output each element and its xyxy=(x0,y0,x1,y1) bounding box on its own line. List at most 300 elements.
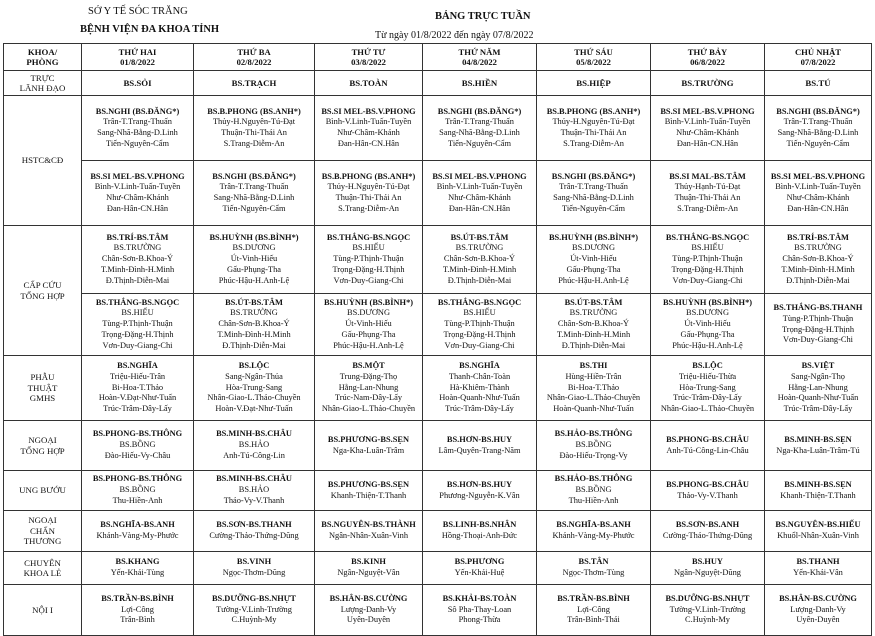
shift-cell xyxy=(315,511,423,552)
staff-line: BS.HIẾU xyxy=(463,308,496,318)
doctor-line: BS.PHƯƠNG xyxy=(454,557,505,567)
doctor-line: BS.MINH-BS.SẸN xyxy=(784,479,852,489)
shift-cell xyxy=(537,226,651,294)
staff-line: Phúc-Hậu-H.Anh-Lệ xyxy=(218,275,290,285)
shift-cell xyxy=(194,585,315,636)
leader-cell xyxy=(765,71,872,96)
table-row xyxy=(4,356,872,421)
staff-line: Vơn-Duy-Giang-Chi xyxy=(672,275,743,285)
staff-line: Nhân-Giao-L.Thảo-Chuyền xyxy=(321,404,416,414)
doctor-line: BS.PHƯƠNG-BS.SẸN xyxy=(327,479,410,489)
date-range: Từ ngày 01/8/2022 đến ngày 07/8/2022 xyxy=(375,30,534,41)
dept-cell: NGOẠI TỔNG HỢP xyxy=(4,421,82,471)
staff-line: Bình-V.Linh-Tuấn-Tuyền xyxy=(436,182,523,192)
shift-cell xyxy=(194,226,315,294)
staff-line: Chân-Sơn-B.Khoa-Ý xyxy=(557,319,630,329)
shift-cell xyxy=(423,471,537,511)
doctor-line: BS.NGHI (BS.ĐĂNG*) xyxy=(776,106,860,116)
shift-cell xyxy=(423,226,537,294)
day-date: 06/8/2022 xyxy=(690,57,725,67)
staff-line: Lợi-Công xyxy=(121,604,154,614)
staff-line: Tiến-Nguyên-Cẩm xyxy=(562,203,625,213)
leader-cell xyxy=(82,71,194,96)
staff-line: Ngân-Nhân-Xuân-Vinh xyxy=(328,531,409,540)
shift-cell xyxy=(315,552,423,585)
doctor-line: BS.SI MAL-BS.TÂM xyxy=(669,171,746,181)
day-name: THỨ NĂM xyxy=(458,47,501,57)
shift-cell xyxy=(315,585,423,636)
doctor-line: BS.NGHĨA xyxy=(459,361,500,371)
doctor-line: BS.KHẢI-BS.TOÀN xyxy=(442,593,517,603)
staff-line: Trung-Đặng-Thọ xyxy=(339,371,398,381)
staff-line: Hùng-Hiền-Trân xyxy=(565,371,622,381)
shift-cell xyxy=(194,552,315,585)
staff-line: Cường-Thảo-Thứng-Dũng xyxy=(662,531,753,540)
doctor-line: BS.SI MEL-BS.V.PHONG xyxy=(321,106,416,116)
doctor-line: BS.ÚT-BS.TÂM xyxy=(225,297,283,307)
shift-cell xyxy=(82,96,194,161)
staff-line: Tường-V.Linh-Trường xyxy=(216,604,292,614)
shift-cell xyxy=(315,161,423,226)
day-date: 01/8/2022 xyxy=(120,57,155,67)
day-date: 04/8/2022 xyxy=(462,57,497,67)
staff-line: Ngọc-Thơm-Tùng xyxy=(562,568,625,577)
dept-cell: HSTC&CĐ xyxy=(4,96,82,226)
staff-line: Hoàn-Quanh-Như-Tuấn xyxy=(777,393,859,403)
staff-line: Cường-Thảo-Thứng-Dũng xyxy=(209,531,299,540)
staff-line: Tùng-P.Thịnh-Thuận xyxy=(782,313,854,323)
doctor-line: BS.THẮNG-BS.NGỌC xyxy=(665,232,750,242)
staff-line: Bình-V.Linh-Tuấn-Tuyền xyxy=(94,182,181,192)
table-row xyxy=(4,552,872,585)
staff-line: Đ.Thịnh-Diễn-Mai xyxy=(447,275,512,285)
staff-line: Đan-Hân-CN.Hân xyxy=(448,203,511,213)
staff-line: BS.BỒNG xyxy=(119,485,156,495)
doctor-line: BS.PHONG-BS.THÔNG xyxy=(92,474,183,484)
shift-cell xyxy=(194,356,315,421)
shift-cell xyxy=(651,356,765,421)
staff-line: BS.BỒNG xyxy=(575,440,612,450)
shift-cell xyxy=(537,511,651,552)
doctor-line: BS.THẮNG-BS.NGỌC xyxy=(437,297,522,307)
staff-line: Thuận-Thi-Thái An xyxy=(221,128,287,137)
shift-cell xyxy=(651,471,765,511)
shift-cell xyxy=(765,356,872,421)
staff-line: BS.HẢO xyxy=(238,440,270,450)
staff-line: Anh-Tú-Công-Lin xyxy=(223,450,285,460)
day-name: THỨ BA xyxy=(237,47,271,57)
staff-line: Trúc-Trâm-Dây-Lấy xyxy=(445,404,514,414)
doctor-line: BS.TRẦN-BS.BÌNH xyxy=(557,593,630,603)
day-column-header xyxy=(423,44,537,71)
doctor-line: BS.VIỆT xyxy=(801,361,835,371)
table-row xyxy=(4,71,872,96)
staff-line: Yến-Khải-Tùng xyxy=(110,568,165,577)
staff-line: Chân-Sơn-B.Khoa-Ý xyxy=(443,254,516,264)
shift-cell xyxy=(537,356,651,421)
staff-line: T.Minh-Đình-H.Minh xyxy=(556,329,631,339)
day-date: 07/8/2022 xyxy=(800,57,836,67)
shift-cell xyxy=(423,421,537,471)
staff-line: Sang-Nhã-Bằng-D.Linh xyxy=(553,193,634,202)
doctor-line: BS.THẮNG-BS.NGỌC xyxy=(326,232,411,242)
staff-line: Lượng-Danh-Vy xyxy=(790,604,846,614)
staff-line: Thu-Hiền-Anh xyxy=(568,495,619,505)
doctor-line: BS.NGHI (BS.ĐĂNG*) xyxy=(212,171,296,181)
staff-line: Hằng-Lan-Nhung xyxy=(338,382,399,392)
shift-cell xyxy=(82,511,194,552)
staff-line: Gấu-Phụng-Tha xyxy=(566,264,621,274)
doctor-line: BS.MỘT xyxy=(352,361,385,371)
duty-roster-table xyxy=(3,43,872,636)
staff-line: Trọng-Đặng-H.Thịnh xyxy=(332,264,405,274)
staff-line: Ngân-Nguyệt-Vân xyxy=(337,568,400,577)
shift-cell xyxy=(423,96,537,161)
staff-line: Trân-T.Trang-Thuấn xyxy=(445,117,514,127)
doctor-line: BS.TRƯỜNG xyxy=(681,77,734,88)
shift-cell xyxy=(194,511,315,552)
shift-cell xyxy=(651,96,765,161)
shift-cell xyxy=(651,511,765,552)
staff-line: Như-Châm-Khánh xyxy=(106,193,169,202)
staff-line: Như-Châm-Khánh xyxy=(448,193,511,202)
staff-line: BS.DƯƠNG xyxy=(685,308,730,318)
shift-cell xyxy=(537,552,651,585)
staff-line: Như-Châm-Khánh xyxy=(337,128,400,137)
staff-line: Tiến-Nguyên-Cẩm xyxy=(786,138,850,148)
staff-line: Trân-T.Trang-Thuấn xyxy=(783,117,853,127)
staff-line: BS.HIẾU xyxy=(121,308,154,318)
doctor-line: BS.TRẦN-BS.BÌNH xyxy=(101,593,174,603)
shift-cell xyxy=(82,226,194,294)
doctor-line: BS.SI MEL-BS.V.PHONG xyxy=(432,171,527,181)
dept-cell: NGOẠI CHẤN THƯƠNG xyxy=(4,511,82,552)
staff-line: Bình-V.Linh-Tuấn-Tuyền xyxy=(664,117,751,127)
doctor-line: BS.HIỆP xyxy=(576,77,611,88)
shift-cell xyxy=(82,585,194,636)
doctor-line: BS.HUỲNH (BS.BÌNH*) xyxy=(548,232,639,242)
staff-line: Đ.Thịnh-Diễn-Mai xyxy=(222,340,286,350)
shift-cell xyxy=(765,96,872,161)
shift-cell xyxy=(315,421,423,471)
staff-line: Đan-Hân-CN.Hân xyxy=(676,138,739,148)
staff-line: Như-Châm-Khánh xyxy=(786,193,850,202)
doctor-line: BS.HUY xyxy=(692,557,723,567)
staff-line: Thuận-Thi-Thái An xyxy=(335,193,402,202)
day-column-header xyxy=(651,44,765,71)
page-title: BẢNG TRỰC TUẦN xyxy=(435,11,531,22)
staff-line: Đan-Hân-CN.Hân xyxy=(106,203,169,213)
staff-line: Phong-Thừa xyxy=(458,615,501,625)
staff-line: T.Minh-Đình-H.Minh xyxy=(781,264,855,274)
staff-line: Đan-Hân-CN.Hân xyxy=(337,138,400,148)
table-row xyxy=(4,511,872,552)
shift-cell xyxy=(651,226,765,294)
table-row xyxy=(4,421,872,471)
doctor-line: BS.SI MEL-BS.V.PHONG xyxy=(770,171,866,181)
doctor-line: BS.SI MEL-BS.V.PHONG xyxy=(660,106,755,116)
staff-line: Út-Vinh-Hiếu xyxy=(230,254,278,264)
shift-cell xyxy=(423,294,537,356)
shift-cell xyxy=(765,161,872,226)
doctor-line: BS.NGUYÊN-BS.HIẾU xyxy=(775,520,861,530)
day-name: THỨ HAI xyxy=(118,47,157,57)
staff-line: Trúc-Trâm-Dây-Lấy xyxy=(783,404,853,414)
staff-line: Hoàn-V.Đạt-Như-Tuấn xyxy=(98,393,177,403)
org-line-2: BỆNH VIỆN ĐA KHOA TỈNH xyxy=(80,24,220,35)
table-row xyxy=(4,226,872,294)
staff-line: Chân-Sơn-B.Khoa-Ý xyxy=(101,254,174,264)
staff-line: Trân-Bình xyxy=(120,615,155,625)
shift-cell xyxy=(537,161,651,226)
staff-line: C.Huỳnh-My xyxy=(685,615,730,625)
doctor-line: BS.NGHĨA-BS.ANH xyxy=(100,520,175,530)
doctor-line: BS.VINH xyxy=(236,557,272,567)
day-date: 03/8/2022 xyxy=(351,57,386,67)
doctor-line: BS.HUỲNH (BS.BÌNH*) xyxy=(323,297,414,307)
doctor-line: BS.LỘC xyxy=(238,361,270,371)
doctor-line: BS.NGUYÊN-BS.THÀNH xyxy=(321,520,416,530)
staff-line: Tùng-P.Thịnh-Thuận xyxy=(444,319,515,329)
staff-line: Lợi-Công xyxy=(577,604,610,614)
staff-line: Thuận-Thi-Thái An xyxy=(674,193,741,202)
staff-line: Hồng-Thoại-Anh-Đức xyxy=(441,531,518,540)
leader-cell xyxy=(651,71,765,96)
doctor-line: BS.HƠN-BS.HUY xyxy=(446,479,513,489)
doctor-line: BS.NGHĨA xyxy=(117,361,158,371)
shift-cell xyxy=(537,585,651,636)
shift-cell xyxy=(765,226,872,294)
staff-line: Trân-T.Trang-Thuấn xyxy=(219,182,289,192)
shift-cell xyxy=(537,471,651,511)
doctor-line: BS.MINH-BS.CHÂU xyxy=(216,429,292,439)
doctor-line: BS.SỎI xyxy=(123,77,152,88)
staff-line: Đ.Thịnh-Diễn-Mai xyxy=(105,275,170,285)
doctor-line: BS.HẢO-BS.THÔNG xyxy=(554,429,633,439)
staff-line: Sô Pha-Thay-Loan xyxy=(447,604,512,614)
doctor-line: BS.TÂN xyxy=(578,557,609,567)
doctor-line: BS.TRÍ-BS.TÂM xyxy=(787,232,849,242)
staff-line: Đào-Hiếu-Vy-Châu xyxy=(104,450,171,460)
leader-cell xyxy=(537,71,651,96)
shift-cell xyxy=(194,421,315,471)
staff-line: Út-Vinh-Hiếu xyxy=(345,319,392,329)
doctor-line: BS.THANH xyxy=(796,557,840,567)
doctor-line: BS.SƠN-BS.THANH xyxy=(216,520,292,530)
doctor-line: BS.ÚT-BS.TÂM xyxy=(450,232,509,242)
staff-line: Thủy-Hạnh-Tú-Đạt xyxy=(674,182,741,192)
staff-line: Khánh-Vàng-My-Phước xyxy=(96,531,179,540)
staff-line: Trân-T.Trang-Thuấn xyxy=(103,117,172,127)
staff-line: S.Trang-Diễm-An xyxy=(677,203,738,213)
staff-line: T.Minh-Đình-H.Minh xyxy=(217,329,291,339)
staff-line: Sang-Ngân-Thọ xyxy=(791,371,845,381)
staff-line: Đ.Thịnh-Diễn-Mai xyxy=(786,275,850,285)
staff-line: Phương-Nguyễn-K.Vân xyxy=(439,490,520,500)
staff-line: Uyên-Duyên xyxy=(346,615,391,625)
staff-line: Thảo-Vy-V.Thanh xyxy=(223,495,285,505)
doctor-line: BS.PHƯƠNG-BS.SẸN xyxy=(327,434,410,444)
staff-line: Tùng-P.Thịnh-Thuận xyxy=(333,254,404,264)
staff-line: Tiến-Nguyên-Cẩm xyxy=(106,138,169,148)
staff-line: Sang-Nhã-Bằng-D.Linh xyxy=(777,128,859,137)
doctor-line: BS.HIỀN xyxy=(461,77,498,88)
doctor-line: BS.PHONG-BS.CHÂU xyxy=(666,479,749,489)
doctor-line: BS.THI xyxy=(579,361,608,371)
doctor-line: BS.TRÍ-BS.TÂM xyxy=(106,232,169,242)
doctor-line: BS.HÂN-BS.CƯỜNG xyxy=(779,593,857,603)
staff-line: BS.TRƯỜNG xyxy=(455,243,504,253)
dept-cell: NỘI I xyxy=(4,585,82,636)
shift-cell xyxy=(423,161,537,226)
shift-cell xyxy=(537,294,651,356)
staff-line: Hoàn-Quanh-Như-Tuấn xyxy=(553,404,634,414)
day-column-header xyxy=(537,44,651,71)
doctor-line: BS.MINH-BS.CHÂU xyxy=(216,474,292,484)
doctor-line: BS.SI MEL-BS.V.PHONG xyxy=(90,171,185,181)
shift-cell xyxy=(423,585,537,636)
doctor-line: BS.HÂN-BS.CƯỜNG xyxy=(329,593,408,603)
staff-line: Phúc-Hậu-H.Anh-Lệ xyxy=(672,340,743,350)
day-name: THỨ BẢY xyxy=(687,47,728,57)
staff-line: Trúc-Nam-Dây-Lấy xyxy=(334,393,403,403)
staff-line: Vơn-Duy-Giang-Chi xyxy=(444,340,515,350)
staff-line: Trân-Bình-Thái xyxy=(567,615,620,625)
doctor-line: BS.B.PHONG (BS.ANH*) xyxy=(207,106,301,116)
shift-cell xyxy=(765,511,872,552)
staff-line: Tùng-P.Thịnh-Thuận xyxy=(672,254,743,264)
shift-cell xyxy=(765,585,872,636)
staff-line: Vơn-Duy-Giang-Chi xyxy=(333,275,404,285)
shift-cell xyxy=(651,294,765,356)
staff-line: Sang-Nhã-Bằng-D.Linh xyxy=(97,128,178,137)
staff-line: Triệu-Hiếu-Thừa xyxy=(678,371,737,381)
dept-cell: CHUYÊN KHOA LẺ xyxy=(4,552,82,585)
staff-line: Thủy-H.Nguyên-Tú-Đạt xyxy=(212,117,296,127)
doctor-line: BS.HẢO-BS.THÔNG xyxy=(554,474,633,484)
day-column-header xyxy=(315,44,423,71)
doctor-line: BS.HUỲNH (BS.BÌNH*) xyxy=(209,232,299,242)
staff-line: Nga-Kha-Luân-Trâm xyxy=(332,445,405,455)
staff-line: C.Huỳnh-My xyxy=(231,615,277,625)
doctor-line: BS.HUỲNH (BS.BÌNH*) xyxy=(662,297,753,307)
staff-line: Hoàn-Quanh-Như-Tuấn xyxy=(439,393,520,403)
staff-line: Ngọc-Thơm-Dũng xyxy=(222,568,286,577)
doctor-line: BS.NGHI (BS.ĐĂNG*) xyxy=(551,171,636,181)
staff-line: Uyên-Duyên xyxy=(796,615,840,625)
doctor-line: BS.NGHI (BS.ĐĂNG*) xyxy=(437,106,522,116)
doctor-line: BS.TRẠCH xyxy=(231,77,277,88)
staff-line: Tiến-Nguyên-Cẩm xyxy=(448,138,511,148)
staff-line: Chân-Sơn-B.Khoa-Ý xyxy=(782,254,854,264)
staff-line: Sang-Ngân-Thủa xyxy=(225,371,283,381)
staff-line: Tường-V.Linh-Trường xyxy=(669,604,746,614)
shift-cell xyxy=(315,96,423,161)
staff-line: Hòa-Trung-Sang xyxy=(225,382,283,392)
staff-line: Thanh-Chân-Toàn xyxy=(448,371,511,381)
org-line-1: SỞ Y TẾ SÓC TRĂNG xyxy=(88,6,188,17)
doctor-line: BS.B.PHONG (BS.ANH*) xyxy=(321,171,416,181)
shift-cell xyxy=(82,294,194,356)
staff-line: S.Trang-Diễm-An xyxy=(563,138,624,148)
doctor-line: BS.KINH xyxy=(351,557,386,567)
staff-line: S.Trang-Diễm-An xyxy=(338,203,399,213)
staff-line: Trọng-Đặng-H.Thịnh xyxy=(781,324,855,334)
doctor-line: BS.TÚ xyxy=(805,77,831,88)
doctor-line: BS.THẮNG-BS.THANH xyxy=(773,303,863,313)
staff-line: Yến-Khải-Vân xyxy=(793,568,843,577)
doctor-line: BS.PHONG-BS.THÔNG xyxy=(92,429,183,439)
staff-line: Nhân-Giao-L.Thảo-Chuyền xyxy=(546,393,641,403)
staff-line: Khánh-Vàng-My-Phước xyxy=(552,531,635,540)
shift-cell xyxy=(194,471,315,511)
table-header-row xyxy=(4,44,872,71)
staff-line: BS.TRƯỜNG xyxy=(794,243,842,253)
shift-cell xyxy=(194,161,315,226)
staff-line: T.Minh-Đình-H.Minh xyxy=(100,264,175,274)
table-row xyxy=(4,96,872,161)
staff-line: Bi-Hoa-T.Thảo xyxy=(567,382,620,392)
doctor-line: BS.LỘC xyxy=(692,361,723,371)
staff-line: Khanh-Thiện-T.Thanh xyxy=(780,490,856,500)
doctor-line: BS.SƠN-BS.ANH xyxy=(675,520,740,530)
staff-line: Gấu-Phụng-Tha xyxy=(341,329,396,339)
doctor-line: BS.ÚT-BS.TÂM xyxy=(564,297,623,307)
staff-line: BS.DƯƠNG xyxy=(232,243,276,253)
shift-cell xyxy=(651,161,765,226)
shift-cell xyxy=(315,356,423,421)
staff-line: Vơn-Duy-Giang-Chi xyxy=(102,340,173,350)
shift-cell xyxy=(82,161,194,226)
leader-cell xyxy=(423,71,537,96)
shift-cell xyxy=(82,421,194,471)
shift-cell xyxy=(765,552,872,585)
shift-cell xyxy=(537,421,651,471)
dept-column-header: KHOA/ PHÒNG xyxy=(4,44,82,71)
staff-line: Trúc-Trâm-Dây-Lấy xyxy=(673,393,742,403)
staff-line: Vơn-Duy-Giang-Chi xyxy=(782,335,854,345)
shift-cell xyxy=(765,471,872,511)
staff-line: Gấu-Phụng-Tha xyxy=(680,329,735,339)
dept-cell: UNG BƯỚU xyxy=(4,471,82,511)
staff-line: BS.BỒNG xyxy=(119,440,156,450)
doctor-line: BS.DƯỠNG-BS.NHỰT xyxy=(665,593,750,603)
staff-line: Bi-Hoa-T.Thảo xyxy=(111,382,164,392)
dept-cell: TRỰC LÃNH ĐẠO xyxy=(4,71,82,96)
staff-line: Gấu-Phụng-Tha xyxy=(227,264,281,274)
staff-line: Hoàn-V.Đạt-Như-Tuấn xyxy=(215,404,293,414)
staff-line: Út-Vinh-Hiếu xyxy=(684,319,731,329)
staff-line: Tiến-Nguyên-Cẩm xyxy=(222,203,286,213)
shift-cell xyxy=(315,294,423,356)
table-row xyxy=(4,471,872,511)
staff-line: Thủy-H.Nguyên-Tú-Đạt xyxy=(327,182,410,192)
staff-line: Út-Vinh-Hiếu xyxy=(570,254,617,264)
table-row xyxy=(4,294,872,356)
staff-line: Trọng-Đặng-H.Thịnh xyxy=(443,329,516,339)
staff-line: Nhân-Giao-L.Thảo-Chuyền xyxy=(207,393,301,403)
staff-line: Sang-Nhã-Bằng-D.Linh xyxy=(439,128,520,137)
shift-cell xyxy=(315,226,423,294)
shift-cell xyxy=(765,421,872,471)
staff-line: BS.HẢO xyxy=(238,485,270,495)
doctor-line: BS.THẮNG-BS.NGỌC xyxy=(95,297,180,307)
staff-line: Thủy-H.Nguyên-Tú-Đạt xyxy=(552,117,635,127)
staff-line: BS.DƯƠNG xyxy=(346,308,391,318)
leader-cell xyxy=(194,71,315,96)
doctor-line: BS.KHANG xyxy=(115,557,160,567)
staff-line: Yến-Khải-Huệ xyxy=(454,568,505,577)
